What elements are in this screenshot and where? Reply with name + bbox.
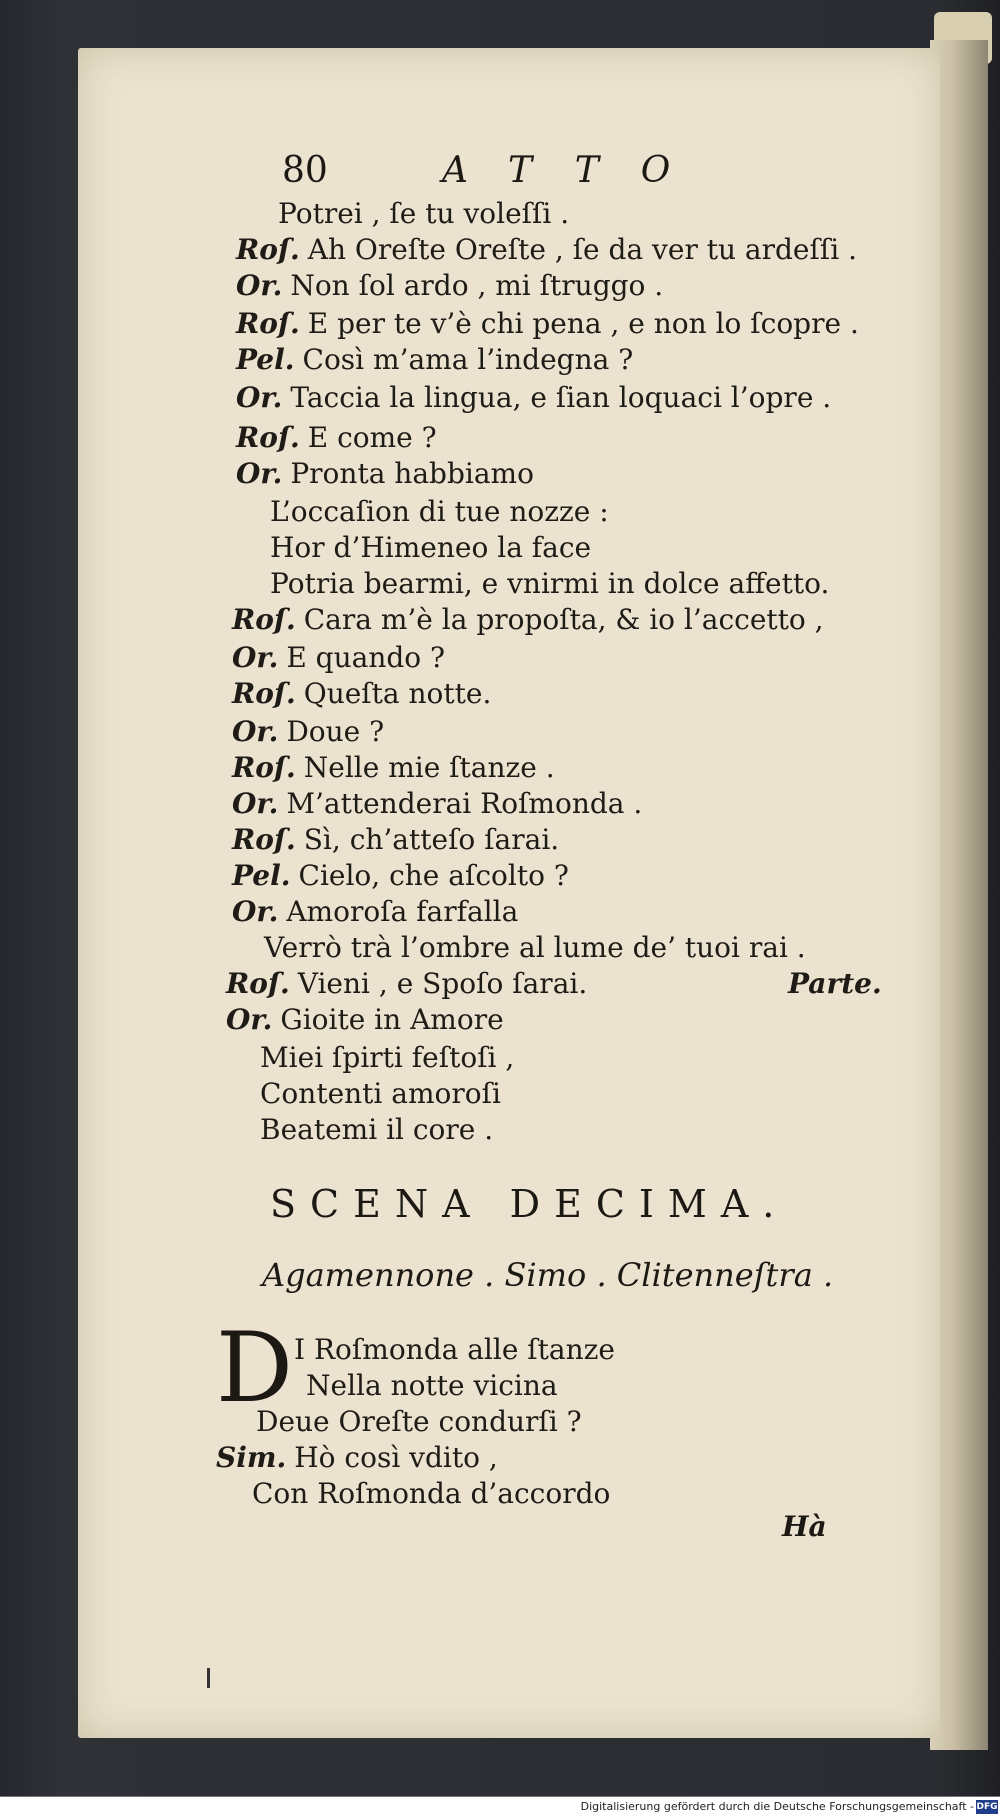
verse-line: Roſ. Vieni , e Spoſo ſarai. <box>226 967 588 1000</box>
speaker-label: Roſ. <box>236 307 300 340</box>
verse-line: Pel. Cielo, che aſcolto ? <box>232 859 569 892</box>
verse-line: Or. Doue ? <box>232 715 385 748</box>
verse-line: Or. Non ſol ardo , mi ſtruggo . <box>236 269 664 302</box>
verse-line: Pel. Così m’ama l’indegna ? <box>236 343 634 376</box>
speaker-label: Or. <box>232 715 279 748</box>
verse-line: Roſ. Nelle mie ſtanze . <box>232 751 555 784</box>
verse-line: I Roſmonda alle ſtanze <box>294 1333 615 1366</box>
verse-line: Miei ſpirti feſtoſi , <box>260 1041 515 1074</box>
verse-line: Or. Gioite in Amore <box>226 1003 504 1036</box>
speaker-label: Pel. <box>236 343 295 376</box>
scene-title: SCENA DECIMA. <box>270 1182 789 1226</box>
verse-line: Potria bearmi, e vnirmi in dolce affetto. <box>270 567 830 600</box>
verse-line: Or. Pronta habbiamo <box>236 457 534 490</box>
printer-mark <box>207 1668 210 1688</box>
verse-line: Or. Amoroſa farfalla <box>232 895 519 928</box>
speaker-label: Or. <box>236 457 283 490</box>
page-number: 80 <box>282 150 328 191</box>
speaker-label: Sim. <box>216 1441 287 1474</box>
verse-line: L’occaſion di tue nozze : <box>270 495 609 528</box>
verse-line: Or. M’attenderai Roſmonda . <box>232 787 643 820</box>
scene-characters: Agamennone . Simo . Clitenneſtra . <box>262 1256 834 1294</box>
dfg-logo-icon: DFG <box>976 1802 998 1812</box>
footer-credit: Digitalisierung gefördert durch die Deutsche Forschungsgemeinschaft - <box>580 1800 974 1813</box>
verse-line: Sim. Hò così vdito , <box>216 1441 498 1474</box>
speaker-label: Or. <box>236 381 283 414</box>
verse-line: Roſ. E per te v’è chi pena , e non lo ſcopre . <box>236 307 859 340</box>
stage-direction: Parte. <box>788 967 882 1000</box>
verse-line: Or. E quando ? <box>232 641 446 674</box>
verse-line: Potrei , ſe tu voleſſi . <box>278 197 570 230</box>
speaker-label: Roſ. <box>232 751 296 784</box>
verse-line: Nella notte vicina <box>306 1369 558 1402</box>
speaker-label: Or. <box>232 641 279 674</box>
verse-line: Contenti amoroſi <box>260 1077 501 1110</box>
catchword: Hà <box>782 1510 827 1543</box>
speaker-label: Roſ. <box>226 967 290 1000</box>
verse-line: Roſ. Sì, ch’atteſo ſarai. <box>232 823 560 856</box>
speaker-label: Roſ. <box>232 603 296 636</box>
verse-line: Con Roſmonda d’accordo <box>252 1477 611 1510</box>
speaker-label: Or. <box>232 895 279 928</box>
verse-line: Roſ. E come ? <box>236 421 437 454</box>
verse-line: Roſ. Ah Oreſte Oreſte , ſe da ver tu ardeſſi . <box>236 233 857 266</box>
speaker-label: Or. <box>232 787 279 820</box>
verse-line: Hor d’Himeneo la face <box>270 531 592 564</box>
speaker-label: Or. <box>226 1003 273 1036</box>
drop-cap: D <box>216 1312 293 1424</box>
speaker-label: Roſ. <box>232 823 296 856</box>
verse-line: Roſ. Cara m’è la propoſta, & io l’accetto , <box>232 603 824 636</box>
speaker-label: Roſ. <box>232 677 296 710</box>
verse-line: Roſ. Queſta notte. <box>232 677 492 710</box>
verse-line: Verrò trà l’ombre al lume de’ tuoi rai . <box>264 931 806 964</box>
speaker-label: Roſ. <box>236 233 300 266</box>
speaker-label: Roſ. <box>236 421 300 454</box>
speaker-label: Or. <box>236 269 283 302</box>
running-title: ATTO <box>442 150 713 191</box>
verse-line: Beatemi il core . <box>260 1113 494 1146</box>
verse-line: Deue Oreſte condurſi ? <box>256 1405 582 1438</box>
speaker-label: Pel. <box>232 859 291 892</box>
verse-line: Or. Taccia la lingua, e ſian loquaci l’opre . <box>236 381 832 414</box>
